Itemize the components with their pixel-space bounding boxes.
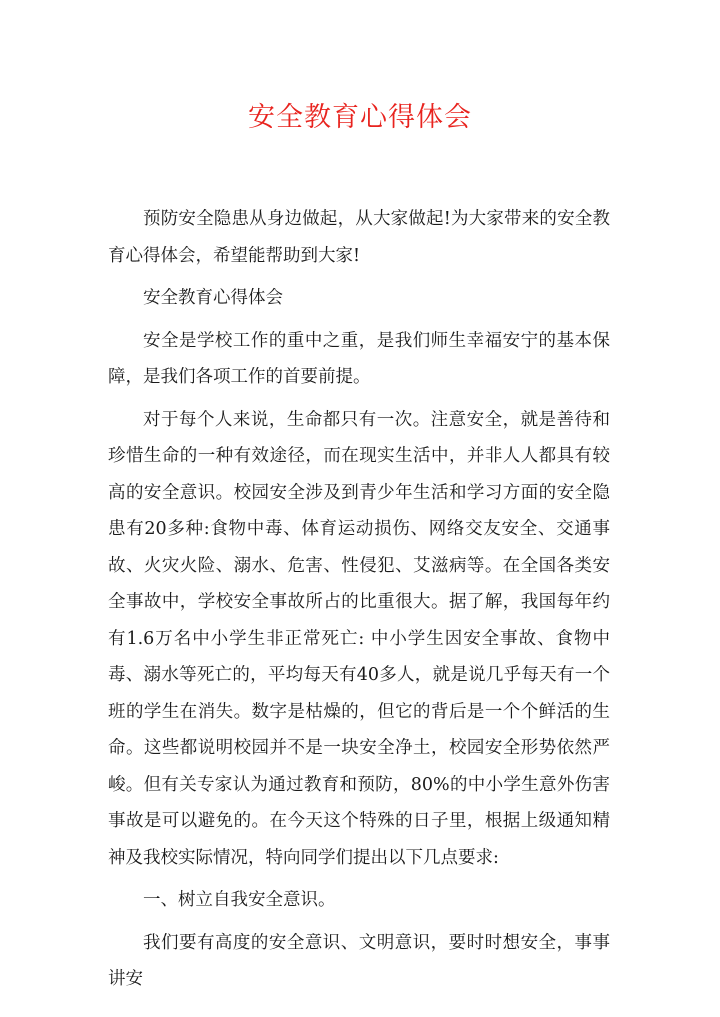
body-paragraph-3: 我们要有高度的安全意识、文明意识，要时时想安全，事事讲安 — [108, 932, 610, 989]
section-heading: 安全教育心得体会 — [143, 288, 283, 308]
document-title: 安全教育心得体会 — [248, 102, 472, 133]
requirement-heading-1: 一、树立自我安全意识。 — [143, 890, 336, 910]
body-paragraph-1: 安全是学校工作的重中之重，是我们师生幸福安宁的基本保障，是我们各项工作的首要前提。 — [108, 330, 610, 387]
intro-paragraph: 预防安全隐患从身边做起，从大家做起!为大家带来的安全教育心得体会，希望能帮助到大家! — [108, 209, 610, 266]
body-paragraph-2: 对于每个人来说，生命都只有一次。注意安全，就是善待和珍惜生命的一种有效途径，而在现实生活中，并非人人都具有较高的安全意识。校园安全涉及到青少年生活和学习方面的安全隐患有20多种:食物中毒、体育运动损伤、网络交友安全、交通事故、火灾火险、溺水、危害、性侵犯、艾滋病等。在全国各类安全事故中，学校安全事故所占的比重很大。据了解，我国每年约有1.6万名中小学生非正常死亡: 中小学生因安全事故、食物中毒、溺水等死亡的，平均每天有40多人，就是说几乎每天有一个班的学生在消失。数字是枯燥的，但它的背后是一个个鲜活的生命。这些都说明校园并不是一块安全净土，校园安全形势依然严峻。但有关专家认为通过教育和预防，80%的中小学生意外伤害事故是可以避免的。在今天这个特殊的日子里，根据上级通知精神及我校实际情况，特向同学们提出以下几点要求: — [108, 409, 610, 868]
document-body — [108, 201, 610, 998]
